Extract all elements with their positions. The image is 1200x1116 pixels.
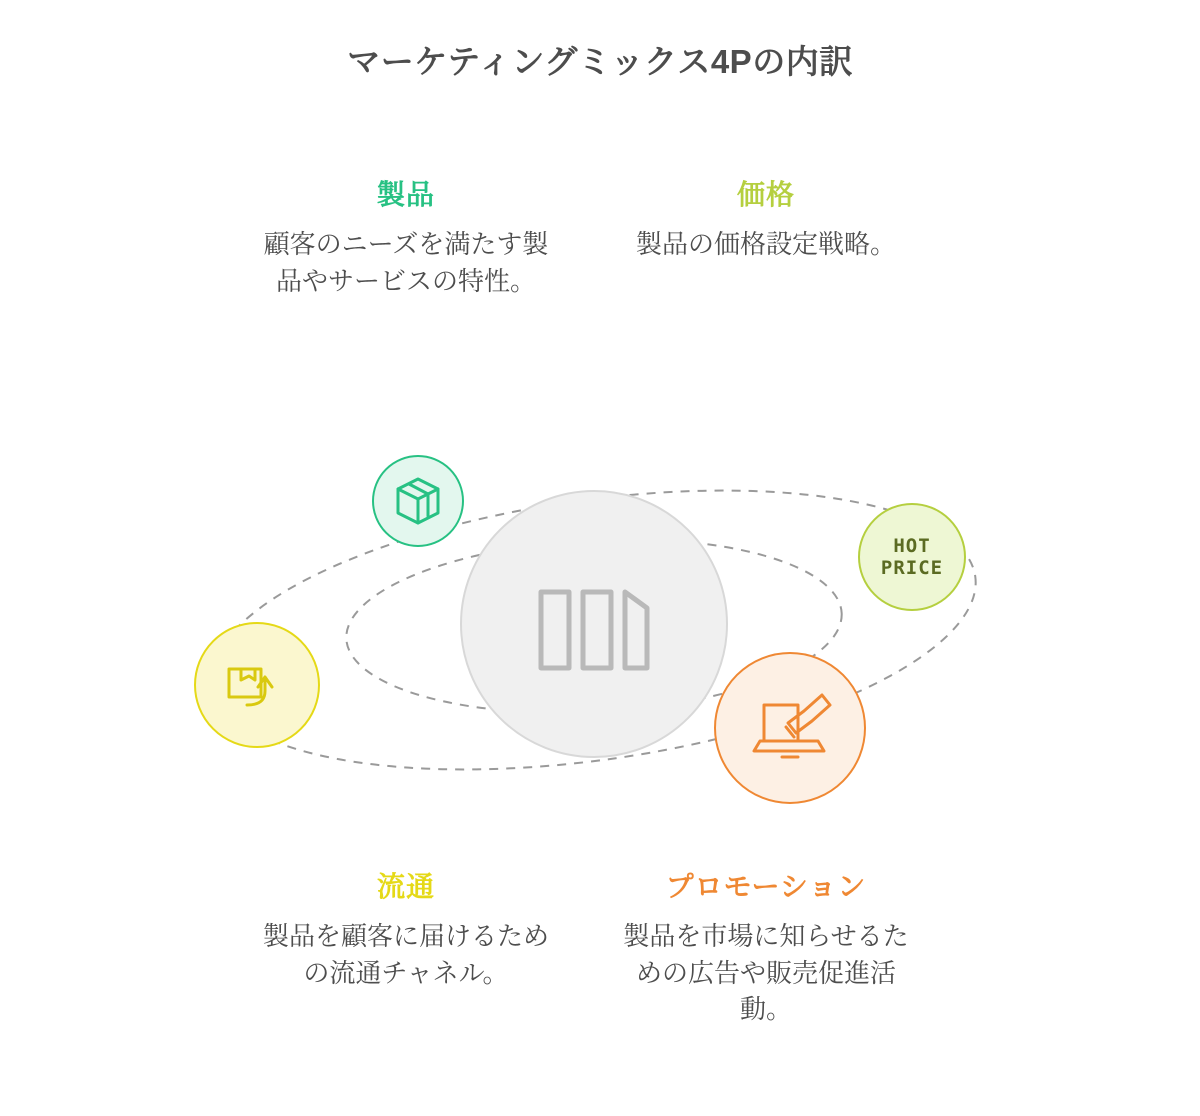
package-box-icon — [394, 476, 442, 526]
four-p-diagram — [150, 430, 1050, 850]
item-block-promotion — [616, 870, 916, 1028]
item-description-price: 製品の価格設定戦略。 — [635, 228, 896, 259]
item-description-promotion: 製品を市場に知らせるための広告や販売促進活動。 — [623, 920, 909, 1025]
node-promotion[interactable] — [714, 652, 866, 804]
delivery-box-arrow-icon — [221, 653, 293, 717]
page-title: マーケティングミックス4Pの内訳 — [347, 43, 853, 80]
store-building-icon — [529, 568, 659, 680]
item-block-product — [256, 178, 556, 299]
item-heading-promotion: プロモーション — [665, 871, 867, 902]
hub-circle — [460, 490, 728, 758]
item-heading-product: 製品 — [376, 179, 435, 210]
item-block-price — [616, 178, 916, 263]
node-price[interactable] — [858, 503, 966, 611]
node-product[interactable] — [372, 455, 464, 547]
item-description-place: 製品を顧客に届けるための流通チャネル。 — [262, 920, 549, 988]
hot-price-tag-icon — [881, 535, 943, 580]
megaphone-laptop-icon — [742, 683, 838, 773]
hot-price-line-1: HOT — [893, 534, 931, 557]
hot-price-line-2: PRICE — [880, 557, 944, 579]
item-heading-place: 流通 — [376, 871, 435, 902]
item-description-product: 顧客のニーズを満たす製品やサービスの特性。 — [263, 228, 549, 296]
node-place[interactable] — [194, 622, 320, 748]
item-block-place — [256, 870, 556, 991]
item-heading-price: 価格 — [736, 179, 795, 210]
